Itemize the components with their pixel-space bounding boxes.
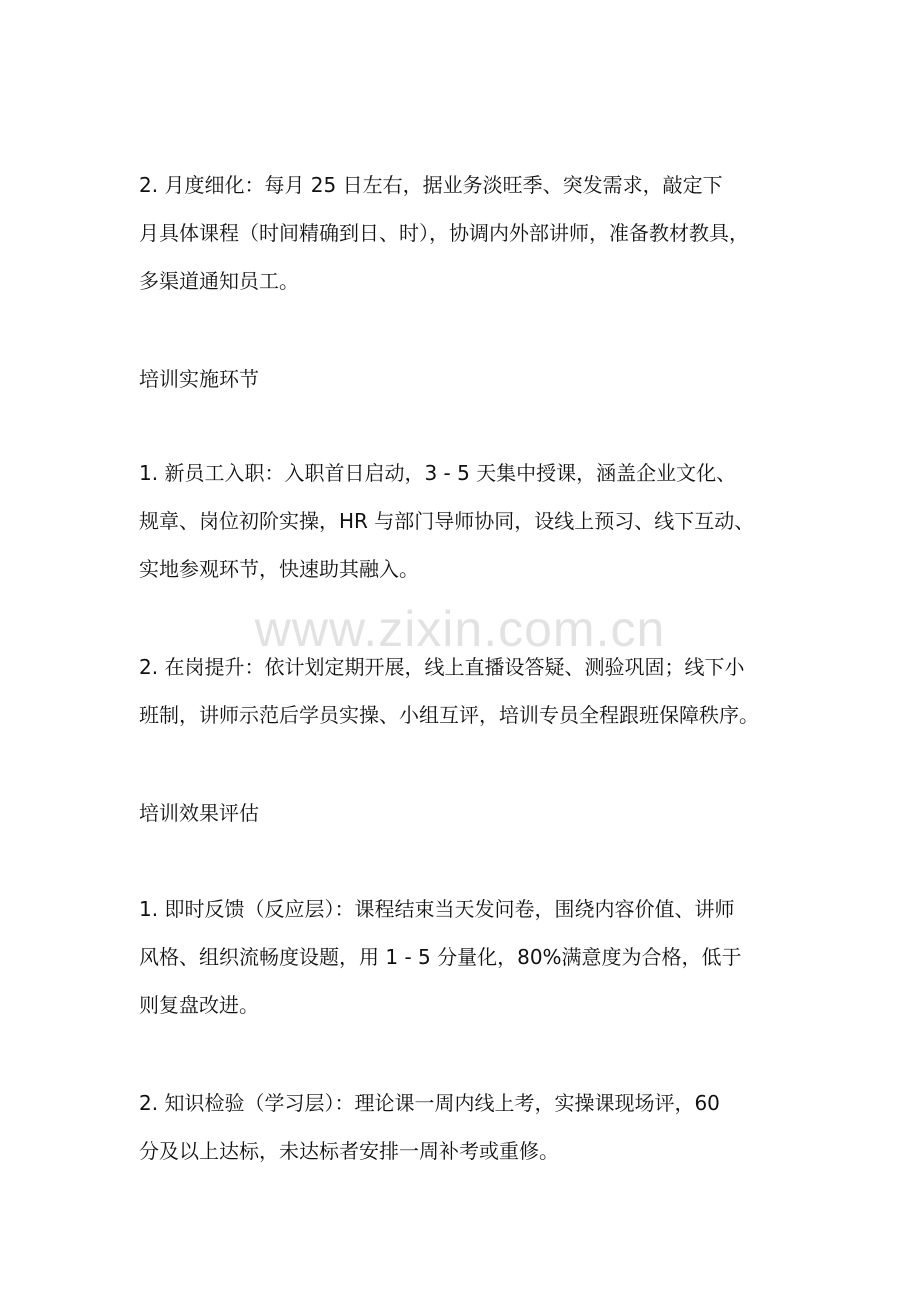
section-heading-implementation: 培训实施环节 — [139, 367, 259, 391]
text-line: 1. 新员工入职：入职首日启动，3 - 5 天集中授课，涵盖企业文化、 — [139, 461, 737, 485]
text-line: 班制，讲师示范后学员实操、小组互评，培训专员全程跟班保障秩序。 — [139, 703, 759, 727]
paragraph-feedback — [139, 885, 789, 1029]
text-line: 月具体课程（时间精确到日、时），协调内外部讲师，准备教材教具， — [139, 221, 749, 245]
text-line: 多渠道通知员工。 — [139, 269, 299, 293]
text-line: 风格、组织流畅度设题，用 1 - 5 分量化，80%满意度为合格，低于 — [139, 945, 742, 969]
section-heading-evaluation: 培训效果评估 — [139, 801, 259, 825]
text-line: 2. 月度细化：每月 25 日左右，据业务淡旺季、突发需求，敲定下 — [139, 173, 723, 197]
paragraph-knowledge — [139, 1079, 789, 1175]
paragraph-on-job — [139, 643, 789, 739]
text-line: 2. 在岗提升：依计划定期开展，线上直播设答疑、测验巩固；线下小 — [139, 655, 745, 679]
text-line: 实地参观环节，快速助其融入。 — [139, 557, 419, 581]
text-line: 1. 即时反馈（反应层）：课程结束当天发问卷，围绕内容价值、讲师 — [139, 897, 735, 921]
paragraph-new-staff — [139, 449, 789, 593]
text-line: 则复盘改进。 — [139, 993, 259, 1017]
text-line: 分及以上达标，未达标者安排一周补考或重修。 — [139, 1139, 559, 1163]
text-line: 2. 知识检验（学习层）：理论课一周内线上考，实操课现场评，60 — [139, 1091, 720, 1115]
paragraph-monthly-detail — [139, 161, 789, 305]
text-line: 规章、岗位初阶实操，HR 与部门导师协同，设线上预习、线下互动、 — [139, 509, 755, 533]
watermark: www.zixin.com.cn — [254, 601, 666, 657]
